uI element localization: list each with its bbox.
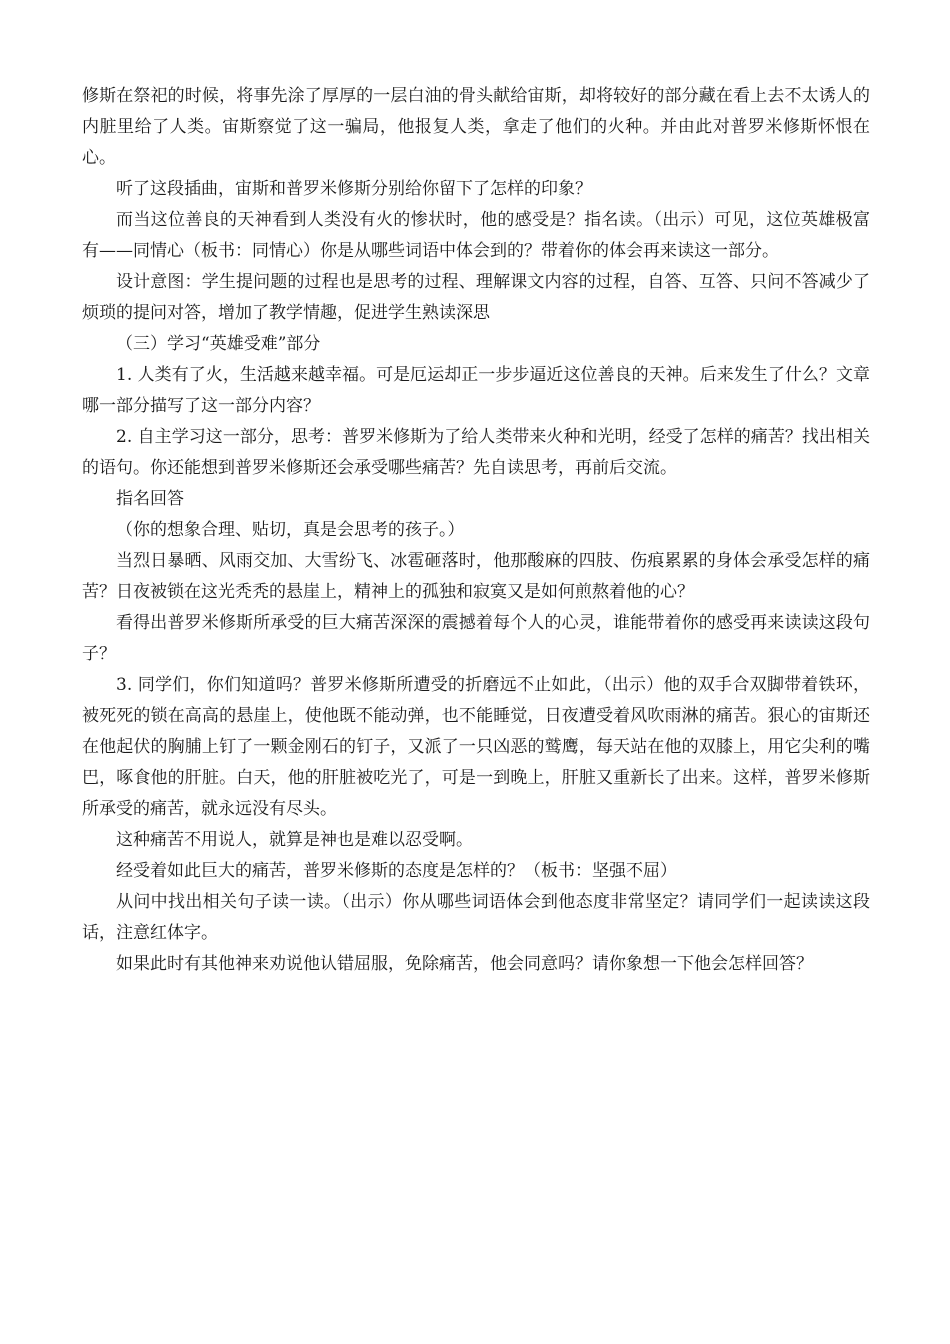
- paragraph-attitude: 经受着如此巨大的痛苦，普罗米修斯的态度是怎样的？（板书：坚强不屈）: [116, 861, 677, 881]
- paragraph-step-2: 2. 自主学习这一部分，思考：普罗米修斯为了给人类带来火种和光明，经受了怎样的痛苦？找出相关的语句。你还能想到普罗米修斯还会承受哪些痛苦？先自读思考，再前后交流。: [82, 427, 870, 478]
- paragraph-praise: （你的想象合理、贴切，真是会思考的孩子。）: [116, 520, 465, 540]
- paragraph-find-sentences: 从问中找出相关句子读一读。（出示）你从哪些词语体会到他态度非常坚定？请同学们一起读读这段话，注意红体字。: [82, 892, 870, 943]
- paragraph-sympathy: 而当这位善良的天神看到人类没有火的惨状时，他的感受是？指名读。（出示）可见，这位英雄极富有——同情心（板书：同情心）你是从哪些词语中体会到的？带着你的体会再来读这一部分。: [82, 210, 870, 261]
- paragraph-step-3: 3. 同学们，你们知道吗？普罗米修斯所遭受的折磨远不止如此，（出示）他的双手合双脚带着铁环，被死死的锁在高高的悬崖上，使他既不能动弹，也不能睡觉，日夜遭受着风吹雨淋的痛苦。狠心的宙斯还在他起伏的胸脯上钉了一颗金刚石的钉子，又派了一只凶恶的鹫鹰，每天站在他的双膝上，用它尖利的嘴巴，啄食他的肝脏。白天，他的肝脏被吃光了，可是一到晚上，肝脏又重新长了出来。这样，普罗米修斯所承受的痛苦，就永远没有尽头。: [82, 675, 870, 819]
- paragraph-step-1: 1. 人类有了火，生活越来越幸福。可是厄运却正一步步逼近这位善良的天神。后来发生了什么？文章哪一部分描写了这一部分内容？: [82, 365, 870, 416]
- paragraph-imagination: 当烈日暴晒、风雨交加、大雪纷飞、冰雹砸落时，他那酸麻的四肢、伤痕累累的身体会承受怎样的痛苦？日夜被锁在这光秃秃的悬崖上，精神上的孤独和寂寞又是如何煎熬着他的心？: [82, 551, 870, 602]
- paragraph-design-intent: 设计意图：学生提问题的过程也是思考的过程、理解课文内容的过程，自答、互答、只问不答减少了烦琐的提问对答，增加了教学情趣，促进学生熟读深思: [82, 272, 870, 323]
- section-heading-hero-suffering: （三）学习“英雄受难”部分: [116, 334, 321, 354]
- paragraph-continuation: 修斯在祭祀的时候，将事先涂了厚厚的一层白油的骨头献给宙斯，却将较好的部分藏在看上去不太诱人的内脏里给了人类。宙斯察觉了这一骗局，他报复人类，拿走了他们的火种。并由此对普罗米修斯怀恨在心。: [82, 86, 870, 168]
- paragraph-read-again: 看得出普罗米修斯所承受的巨大痛苦深深的震撼着每个人的心灵，谁能带着你的感受再来读读这段句子？: [82, 613, 870, 664]
- paragraph-unbearable: 这种痛苦不用说人，就算是神也是难以忍受啊。: [116, 830, 473, 850]
- paragraph-answer-prompt: 指名回答: [116, 489, 184, 509]
- paragraph-imagine-answer: 如果此时有其他神来劝说他认错屈服，免除痛苦，他会同意吗？请你象想一下他会怎样回答？: [116, 954, 813, 974]
- paragraph-impression-question: 听了这段插曲，宙斯和普罗米修斯分别给你留下了怎样的印象？: [116, 179, 592, 199]
- document-body: [82, 81, 870, 980]
